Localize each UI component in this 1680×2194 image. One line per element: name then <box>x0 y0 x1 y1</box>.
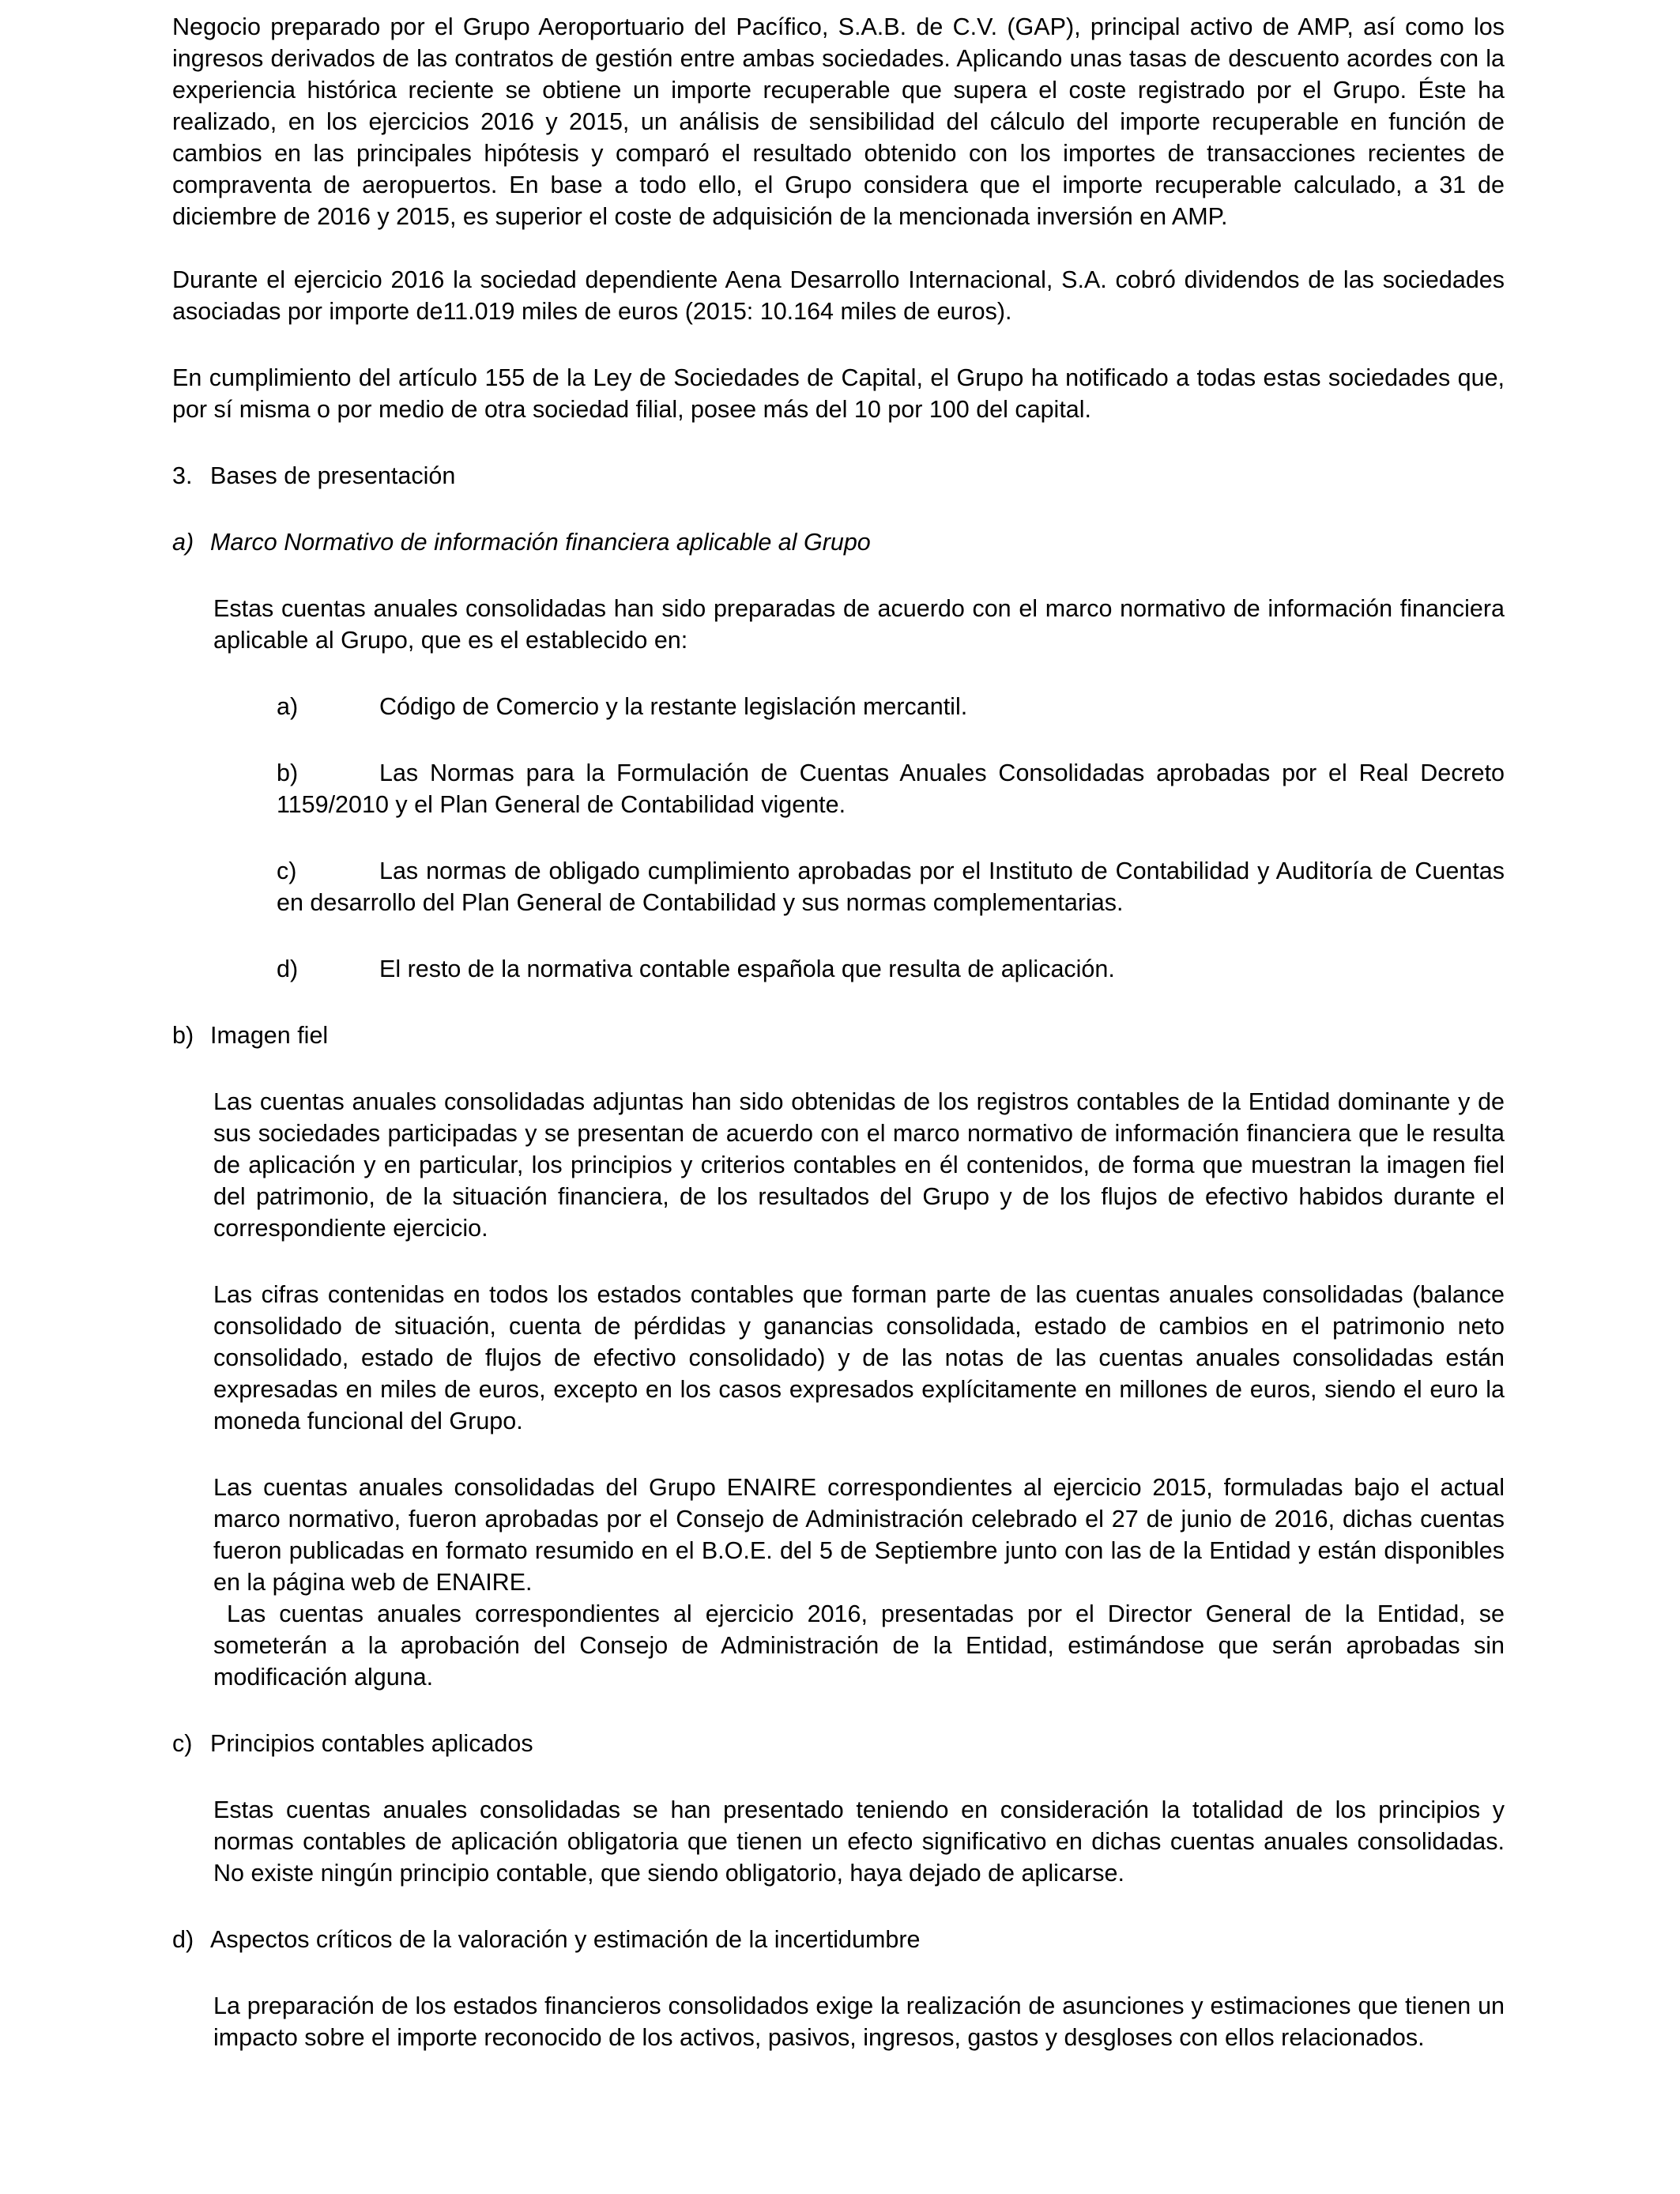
subsection-b-title: Imagen fiel <box>210 1022 329 1049</box>
list-item-a-marker: a) <box>277 693 299 720</box>
subsection-c-marker: c) <box>172 1730 193 1757</box>
subsection-b-paragraph-2: Las cifras contenidas en todos los estados contables que forman parte de las cuentas anuales consolidadas (balance consolidado de situación, cuenta de pérdidas y ganancias consolidada, estado de cambios en el patrimonio neto consolidado, estado de flujos de efectivo consolidado) y de las notas de las cuentas anuales consolidadas están expresadas en miles de euros, excepto en los casos expresados explícitamente en millones de euros, siendo el euro la moneda funcional del Grupo. <box>213 1281 1505 1434</box>
section-3-heading <box>172 460 1505 492</box>
intro-paragraph-3: En cumplimiento del artículo 155 de la Ley de Sociedades de Capital, el Grupo ha notificado a todas estas sociedades que, por sí misma o por medio de otra sociedad filial, posee más del 10 por 100 del capital. <box>172 364 1505 423</box>
list-item-d <box>277 953 1505 985</box>
subsection-b-paragraph-3: Las cuentas anuales consolidadas del Grupo ENAIRE correspondientes al ejercicio 2015, formuladas bajo el actual marco normativo, fueron aprobadas por el Consejo de Administración celebrado el 27 de junio de 2016, dichas cuentas fueron publicadas en formato resumido en el B.O.E. del 5 de Septiembre junto con las de la Entidad y están disponibles en la página web de ENAIRE. <box>213 1474 1505 1596</box>
subsection-d-heading <box>172 1924 1505 1955</box>
list-item-c <box>277 855 1505 918</box>
list-item-b-text: Las Normas para la Formulación de Cuentas Anuales Consolidadas aprobadas por el Real Decreto 1159/2010 y el Plan General de Contabilidad vigente. <box>277 760 1505 818</box>
subsection-c-heading <box>172 1728 1505 1759</box>
section-3-title: Bases de presentación <box>210 462 456 489</box>
list-item-c-marker: c) <box>277 858 297 884</box>
list-item-a <box>277 691 1505 722</box>
list-item-d-marker: d) <box>277 956 299 982</box>
subsection-d-paragraph-1: La preparación de los estados financieros consolidados exige la realización de asunciones y estimaciones que tienen un impacto sobre el importe reconocido de los activos, pasivos, ingresos, gastos y desgloses con ellos relacionados. <box>213 1992 1505 2051</box>
list-item-c-text: Las normas de obligado cumplimiento aprobadas por el Instituto de Contabilidad y Auditoría de Cuentas en desarrollo del Plan General de Contabilidad y sus normas complementarias. <box>277 858 1505 916</box>
list-item-b <box>277 757 1505 820</box>
subsection-a-intro: Estas cuentas anuales consolidadas han sido preparadas de acuerdo con el marco normativo de información financiera aplicable al Grupo, que es el establecido en: <box>213 595 1505 654</box>
subsection-c-paragraph-1: Estas cuentas anuales consolidadas se han presentado teniendo en consideración la totalidad de los principios y normas contables de aplicación obligatoria que tienen un efecto significativo en dichas cuentas anuales consolidadas. No existe ningún principio contable, que siendo obligatorio, haya dejado de aplicarse. <box>213 1796 1505 1887</box>
list-item-d-text: El resto de la normativa contable española que resulta de aplicación. <box>379 956 1115 982</box>
subsection-b-marker: b) <box>172 1022 194 1049</box>
subsection-c-title: Principios contables aplicados <box>210 1730 533 1757</box>
list-item-b-marker: b) <box>277 760 299 786</box>
subsection-a-heading <box>172 526 1505 558</box>
list-item-a-text: Código de Comercio y la restante legislación mercantil. <box>379 693 968 720</box>
subsection-a-title: Marco Normativo de información financiera aplicable al Grupo <box>210 529 871 556</box>
subsection-b-paragraph-1: Las cuentas anuales consolidadas adjuntas han sido obtenidas de los registros contables de la Entidad dominante y de sus sociedades participadas y se presentan de acuerdo con el marco normativo de información financiera que le resulta de aplicación y en particular, los principios y criterios contables en él contenidos, de forma que muestran la imagen fiel del patrimonio, de la situación financiera, de los resultados del Grupo y de los flujos de efectivo habidos durante el correspondiente ejercicio. <box>213 1088 1505 1242</box>
subsection-d-marker: d) <box>172 1926 194 1953</box>
intro-paragraph-2: Durante el ejercicio 2016 la sociedad dependiente Aena Desarrollo Internacional, S.A. cobró dividendos de las sociedades asociadas por importe de11.019 miles de euros (2015: 10.164 miles de euros). <box>172 266 1505 325</box>
subsection-b-heading <box>172 1020 1505 1051</box>
intro-paragraph-1: Negocio preparado por el Grupo Aeroportuario del Pacífico, S.A.B. de C.V. (GAP), principal activo de AMP, así como los ingresos derivados de las contratos de gestión entre ambas sociedades. Aplicando unas tasas de descuento acordes con la experiencia histórica reciente se obtiene un importe recuperable que supera el coste registrado por el Grupo. Éste ha realizado, en los ejercicios 2016 y 2015, un análisis de sensibilidad del cálculo del importe recuperable en función de cambios en las principales hipótesis y comparó el resultado obtenido con los importes de transacciones recientes de compraventa de aeropuertos. En base a todo ello, el Grupo considera que el importe recuperable calculado, a 31 de diciembre de 2016 y 2015, es superior el coste de adquisición de la mencionada inversión en AMP. <box>172 13 1505 230</box>
section-3-number: 3. <box>172 462 193 489</box>
document-page <box>172 11 1512 2053</box>
subsection-d-title: Aspectos críticos de la valoración y estimación de la incertidumbre <box>210 1926 921 1953</box>
subsection-a-marker: a) <box>172 529 194 556</box>
subsection-b-paragraph-4: Las cuentas anuales correspondientes al ejercicio 2016, presentadas por el Director General de la Entidad, se someterán a la aprobación del Consejo de Administración de la Entidad, estimándose que serán aprobadas sin modificación alguna. <box>213 1600 1512 1691</box>
